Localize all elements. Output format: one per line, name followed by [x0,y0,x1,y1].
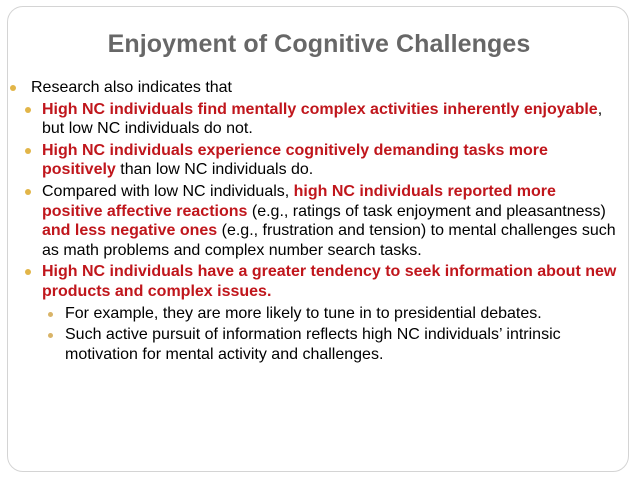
sub-bullet-debates [10,304,620,324]
bullet-text: , but low NC individuals do not. [42,100,603,138]
bullet-dot-icon [25,269,31,275]
bullet-text: Research also indicates that [31,79,232,96]
highlight-text: High NC individuals have a greater tendency to seek information about new products and complex issues. [42,263,617,300]
slide-content [10,78,620,364]
slide-title: Enjoyment of Cognitive Challenges [107,30,531,58]
sub-bullet-intrinsic-motivation [10,325,620,364]
bullet-text: Compared with low NC individuals, [42,182,294,200]
highlight-text: High NC individuals find mentally complex activities inherently enjoyable [42,100,598,118]
highlight-text: high NC individuals reported more positive affective reactions [42,182,556,220]
bullet-complex-activities [10,100,620,139]
highlight-text: and less negative ones [42,222,218,240]
bullet-dot-icon [48,333,53,338]
bullet-affective-reactions [10,182,620,260]
bullet-dot-icon [10,85,16,91]
bullet-dot-icon [25,148,31,154]
bullet-demanding-tasks [10,141,620,180]
bullet-text: For example, they are more likely to tune in to presidential debates. [65,304,542,322]
bullet-dot-icon [25,107,31,113]
highlight-text: High NC individuals experience cognitively demanding tasks more positively [42,141,548,179]
bullet-text: Such active pursuit of information reflects high NC individuals’ intrinsic motivation for mental activity and challenges. [65,326,561,363]
bullet-text: than low NC individuals do. [115,161,314,179]
bullet-dot-icon [48,312,53,317]
bullet-text: (e.g., ratings of task enjoyment and pleasantness) [247,202,606,220]
bullet-dot-icon [25,189,31,195]
bullet-text: (e.g., frustration and tension) to mental challenges such as math problems and complex number search tasks. [42,222,616,259]
bullet-seek-information [10,262,620,301]
bullet-research [10,78,620,98]
